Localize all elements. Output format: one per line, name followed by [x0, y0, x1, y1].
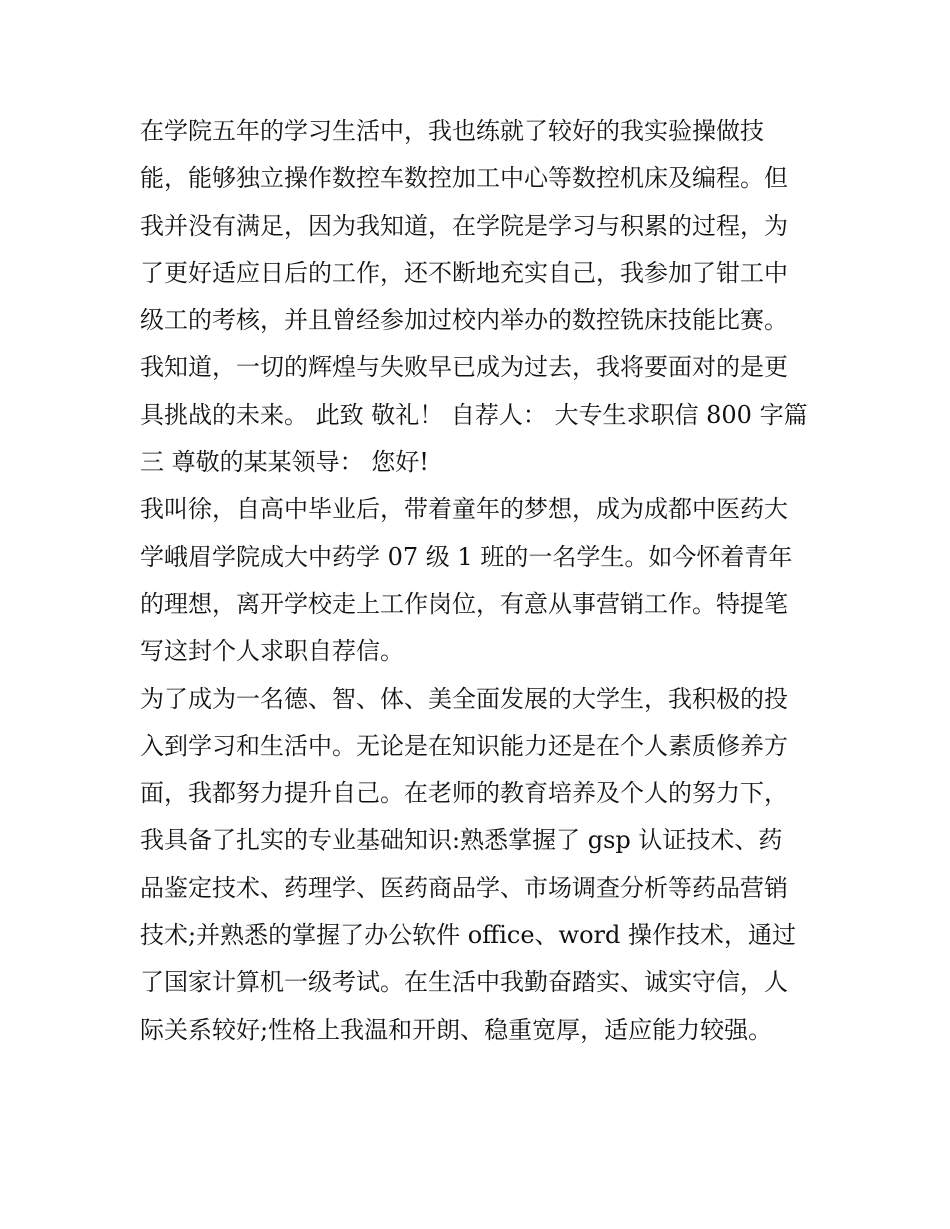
- text-line: 了更好适应日后的工作，还不断地充实自己，我参加了钳工中: [140, 258, 788, 287]
- text-line: 能，能够独立操作数控车数控加工中心等数控机床及编程。但: [140, 164, 788, 193]
- text-line: 我并没有满足，因为我知道，在学院是学习与积累的过程，为: [140, 211, 788, 240]
- text-line: 的理想，离开学校走上工作岗位，有意从事营销工作。特提笔: [140, 589, 788, 618]
- text-line: 品鉴定技术、药理学、医药商品学、市场调查分析等药品营销: [140, 873, 788, 902]
- text-line: 了国家计算机一级考试。在生活中我勤奋踏实、诚实守信，人: [140, 968, 788, 997]
- text-line: 技术;并熟悉的掌握了办公软件 office、word 操作技术，通过: [140, 921, 796, 950]
- text-line: 在学院五年的学习生活中，我也练就了较好的我实验操做技: [140, 117, 764, 145]
- text-line: 写这封个人求职自荐信。: [140, 637, 404, 666]
- text-line: 面，我都努力提升自己。在老师的教育培养及个人的努力下，: [140, 779, 788, 808]
- text-line: 我知道，一切的辉煌与失败早已成为过去，我将要面对的是更: [140, 353, 788, 382]
- text-line: 入到学习和生活中。无论是在知识能力还是在个人素质修养方: [140, 731, 788, 760]
- text-line: 我具备了扎实的专业基础知识:熟悉掌握了 gsp 认证技术、药: [140, 826, 783, 855]
- text-line: 际关系较好;性格上我温和开朗、稳重宽厚，适应能力较强。: [140, 1015, 773, 1044]
- letter-body: [140, 108, 820, 1054]
- text-line: 级工的考核，并且曾经参加过校内举办的数控铣床技能比赛。: [140, 306, 788, 335]
- text-line: 具挑战的未来。 此致 敬礼！ 自荐人： 大专生求职信 800 字篇: [140, 400, 808, 429]
- text-line: 三 尊敬的某某领导： 您好!: [140, 448, 429, 477]
- text-line: 我叫徐，自高中毕业后，带着童年的梦想，成为成都中医药大: [140, 495, 788, 524]
- text-line: 学峨眉学院成大中药学 07 级 1 班的一名学生。如今怀着青年: [140, 542, 793, 571]
- text-line: 为了成为一名德、智、体、美全面发展的大学生，我积极的投: [140, 684, 788, 713]
